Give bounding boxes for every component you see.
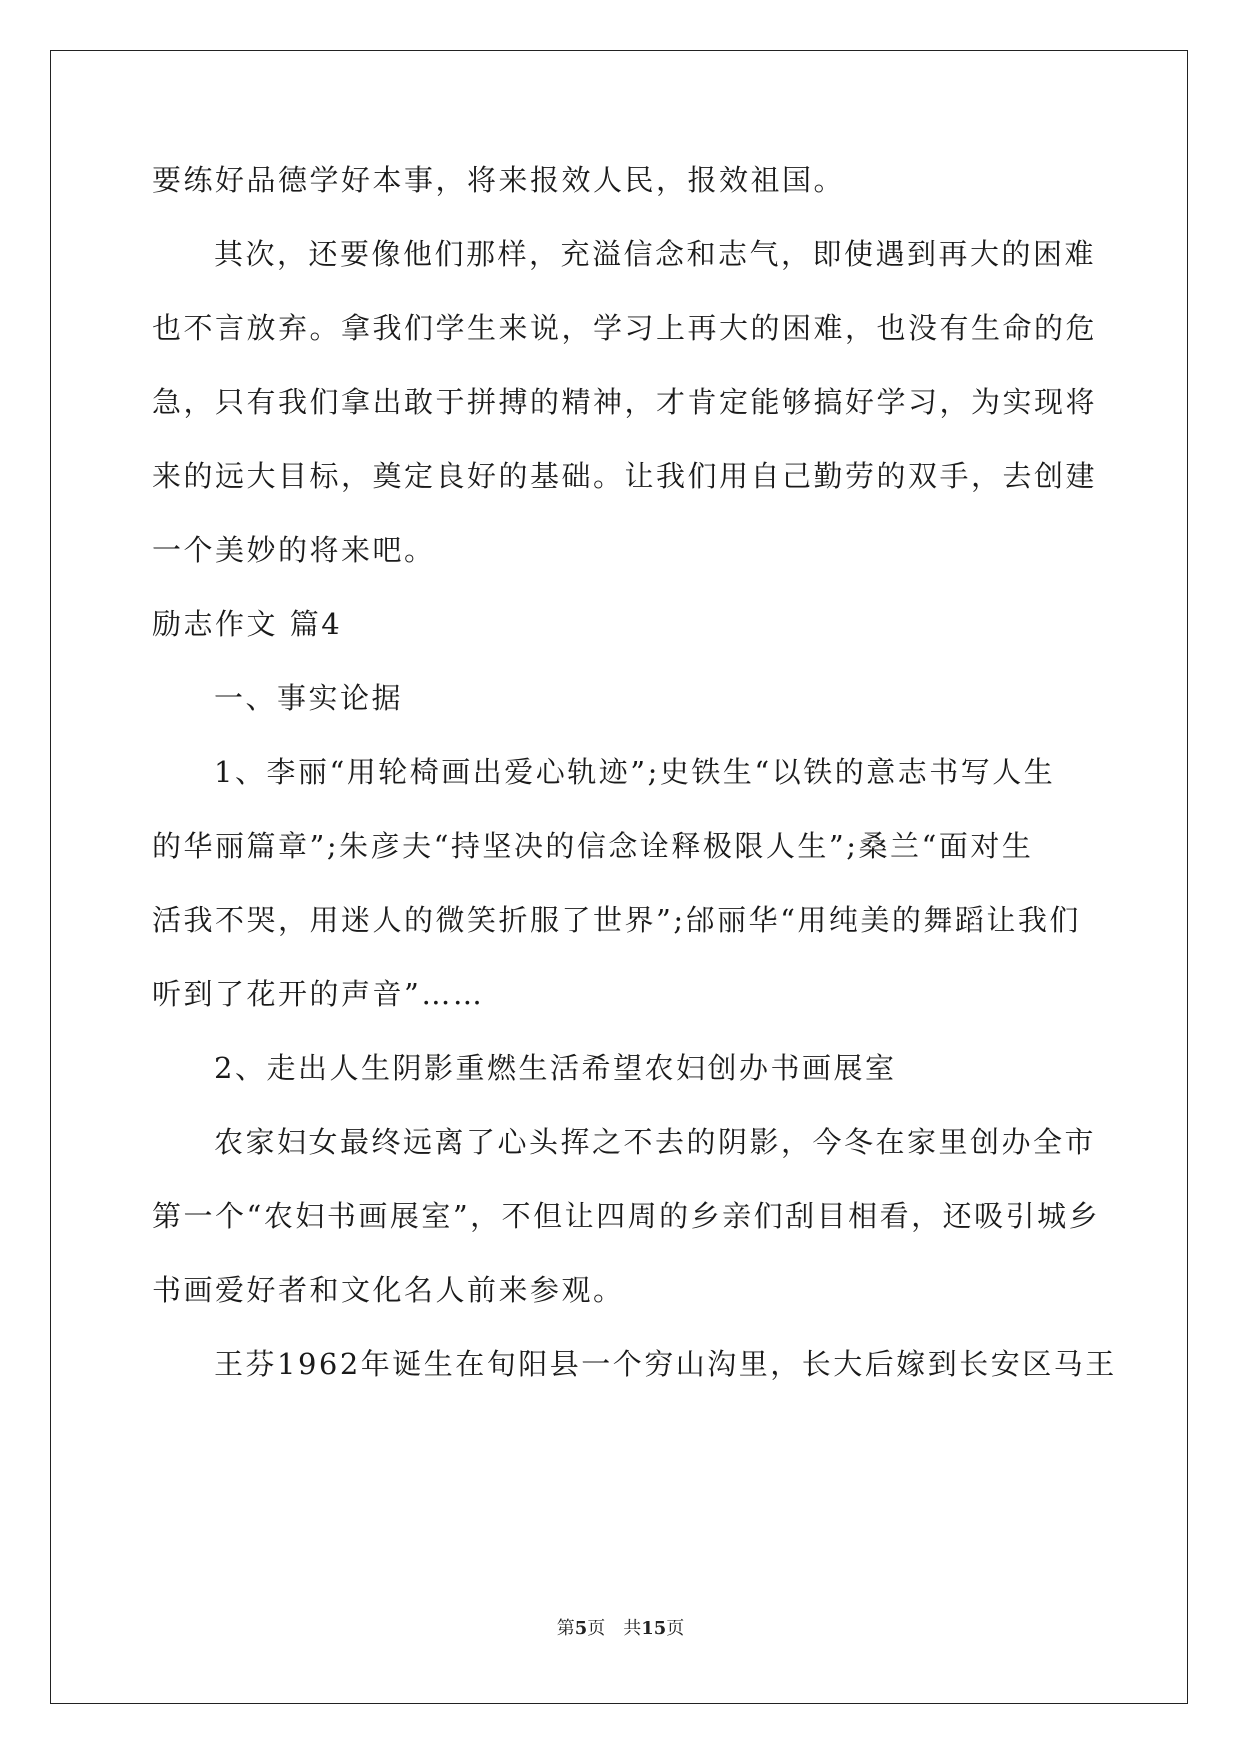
current-page-number: 5	[574, 1618, 588, 1639]
text-line: 要练好品德学好本事，将来报效人民，报效祖国。	[152, 163, 846, 197]
text-line: 其次，还要像他们那样，充溢信念和志气，即使遇到再大的困难	[214, 237, 1097, 271]
text-line: 也不言放弃。拿我们学生来说，学习上再大的困难，也没有生命的危	[152, 311, 1098, 345]
text-line: 来的远大目标，奠定良好的基础。让我们用自己勤劳的双手，去创建	[152, 459, 1098, 493]
page-border	[50, 50, 1188, 1704]
text-line: 一、事实论据	[214, 681, 404, 715]
text-line: 第一个“农妇书画展室”，不但让四周的乡亲们刮目相看，还吸引城乡	[152, 1199, 1101, 1233]
text-line: 一个美妙的将来吧。	[152, 533, 436, 567]
footer-suffix: 页	[666, 1618, 685, 1639]
text-line: 2、走出人生阴影重燃生活希望农妇创办书画展室	[214, 1051, 897, 1085]
total-page-number: 15	[641, 1618, 667, 1639]
page-footer	[0, 1617, 1241, 1641]
text-line: 农家妇女最终远离了心头挥之不去的阴影，今冬在家里创办全市	[214, 1125, 1097, 1159]
footer-mid: 页 共	[587, 1618, 642, 1639]
text-line: 活我不哭，用迷人的微笑折服了世界”;邰丽华“用纯美的舞蹈让我们	[152, 903, 1081, 937]
text-line: 王芬1962年诞生在旬阳县一个穷山沟里，长大后嫁到长安区马王	[214, 1347, 1117, 1381]
text-line: 急，只有我们拿出敢于拼搏的精神，才肯定能够搞好学习，为实现将	[152, 385, 1098, 419]
text-line: 励志作文 篇4	[152, 607, 343, 641]
footer-prefix: 第	[556, 1618, 575, 1639]
text-line: 1、李丽“用轮椅画出爱心轨迹”;史铁生“以铁的意志书写人生	[214, 755, 1056, 789]
text-line: 的华丽篇章”;朱彦夫“持坚决的信念诠释极限人生”;桑兰“面对生	[152, 829, 1034, 863]
text-line: 书画爱好者和文化名人前来参观。	[152, 1273, 625, 1307]
text-line: 听到了花开的声音”……	[152, 977, 485, 1011]
